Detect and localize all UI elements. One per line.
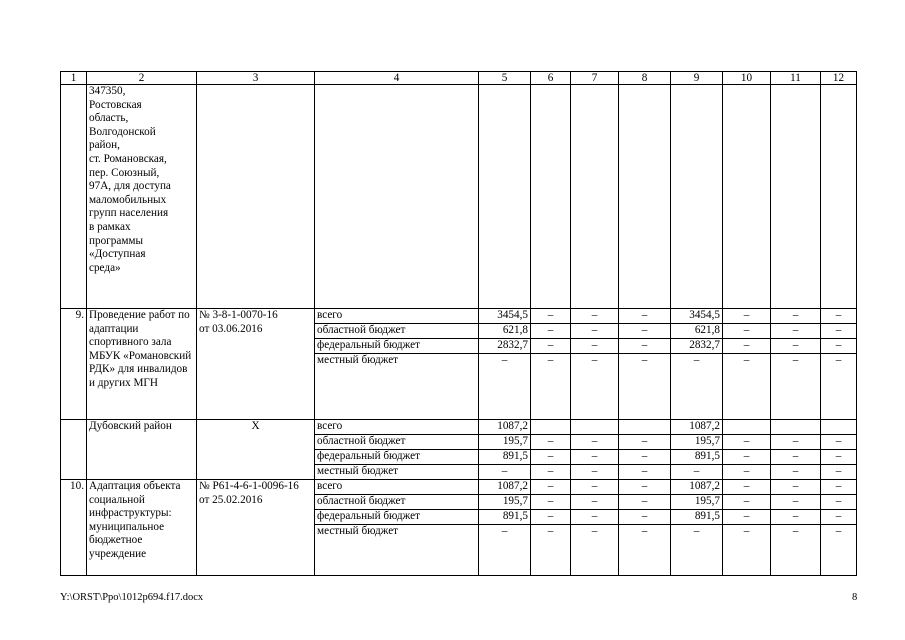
amount-cell: – bbox=[479, 525, 531, 576]
amount-cell: – bbox=[531, 324, 571, 339]
amount-cell: 195,7 bbox=[479, 435, 531, 450]
funding-source-label: областной бюджет bbox=[315, 435, 479, 450]
amount-cell: – bbox=[771, 465, 821, 480]
funding-source-label: областной бюджет bbox=[315, 324, 479, 339]
amount-cell: – bbox=[571, 339, 619, 354]
col-header: 2 bbox=[87, 72, 197, 85]
amount-cell: – bbox=[771, 324, 821, 339]
amount-cell: – bbox=[571, 480, 619, 495]
document-number: № Р61-4-6-1-0096-16 от 25.02.2016 bbox=[197, 480, 315, 576]
col-header: 12 bbox=[821, 72, 857, 85]
col-header: 10 bbox=[723, 72, 771, 85]
amount-cell: – bbox=[771, 510, 821, 525]
amount-cell: – bbox=[821, 450, 857, 465]
amount-cell bbox=[531, 420, 571, 435]
amount-cell: – bbox=[821, 339, 857, 354]
amount-cell: – bbox=[723, 309, 771, 324]
budget-line-row bbox=[61, 309, 857, 324]
amount-cell bbox=[771, 420, 821, 435]
amount-cell: – bbox=[619, 309, 671, 324]
amount-cell: – bbox=[531, 525, 571, 576]
footer-file-path: Y:\ORST\Ppo\1012p694.f17.docx bbox=[60, 592, 204, 603]
amount-cell: – bbox=[571, 510, 619, 525]
amount-cell: 195,7 bbox=[671, 495, 723, 510]
col-header: 3 bbox=[197, 72, 315, 85]
document-number: Х bbox=[197, 420, 315, 480]
amount-cell: – bbox=[619, 324, 671, 339]
amount-cell: – bbox=[821, 480, 857, 495]
amount-cell: 2832,7 bbox=[479, 339, 531, 354]
amount-cell: 891,5 bbox=[479, 450, 531, 465]
amount-cell: – bbox=[531, 450, 571, 465]
budget-line-row bbox=[61, 480, 857, 495]
amount-cell: – bbox=[771, 450, 821, 465]
funding-source-label: всего bbox=[315, 309, 479, 324]
amount-cell: – bbox=[531, 465, 571, 480]
object-name: Проведение работ по адаптации спортивного зала МБУК «Романовский РДК» для инвалидов и других МГН bbox=[87, 309, 197, 420]
amount-cell: – bbox=[531, 510, 571, 525]
amount-cell: – bbox=[619, 510, 671, 525]
amount-cell: – bbox=[531, 480, 571, 495]
amount-cell: – bbox=[771, 354, 821, 420]
amount-cell: 891,5 bbox=[671, 510, 723, 525]
funding-source-label: федеральный бюджет bbox=[315, 339, 479, 354]
col-header: 7 bbox=[571, 72, 619, 85]
empty-cell bbox=[315, 85, 479, 309]
amount-cell: – bbox=[619, 525, 671, 576]
amount-cell: 891,5 bbox=[479, 510, 531, 525]
amount-cell: – bbox=[723, 435, 771, 450]
amount-cell: 2832,7 bbox=[671, 339, 723, 354]
amount-cell: 621,8 bbox=[479, 324, 531, 339]
amount-cell: – bbox=[821, 465, 857, 480]
empty-cell bbox=[821, 85, 857, 309]
object-address: 347350, Ростовская область, Волгодонской район, ст. Романовская, пер. Союзный, 97А, для доступа маломобильных групп населения в рамках программы «Доступная среда» bbox=[87, 85, 197, 309]
amount-cell: – bbox=[531, 339, 571, 354]
amount-cell: 195,7 bbox=[479, 495, 531, 510]
amount-cell: – bbox=[723, 480, 771, 495]
amount-cell: – bbox=[571, 324, 619, 339]
amount-cell bbox=[821, 420, 857, 435]
amount-cell: 3454,5 bbox=[479, 309, 531, 324]
amount-cell: – bbox=[479, 465, 531, 480]
amount-cell: – bbox=[571, 495, 619, 510]
row-number bbox=[61, 420, 87, 480]
funding-source-label: федеральный бюджет bbox=[315, 510, 479, 525]
col-header: 5 bbox=[479, 72, 531, 85]
amount-cell: – bbox=[671, 354, 723, 420]
amount-cell: – bbox=[619, 339, 671, 354]
row-number: 10. bbox=[61, 480, 87, 576]
amount-cell: – bbox=[671, 465, 723, 480]
amount-cell: – bbox=[771, 435, 821, 450]
amount-cell: – bbox=[821, 495, 857, 510]
amount-cell: – bbox=[619, 465, 671, 480]
empty-cell bbox=[197, 85, 315, 309]
amount-cell: – bbox=[571, 465, 619, 480]
amount-cell bbox=[571, 420, 619, 435]
amount-cell: – bbox=[771, 480, 821, 495]
amount-cell: – bbox=[531, 495, 571, 510]
amount-cell: – bbox=[671, 525, 723, 576]
column-number-header bbox=[61, 72, 857, 85]
funding-source-label: областной бюджет bbox=[315, 495, 479, 510]
amount-cell: – bbox=[531, 309, 571, 324]
col-header: 6 bbox=[531, 72, 571, 85]
amount-cell: – bbox=[571, 309, 619, 324]
amount-cell: – bbox=[619, 495, 671, 510]
amount-cell: – bbox=[723, 495, 771, 510]
col-header: 1 bbox=[61, 72, 87, 85]
amount-cell: – bbox=[571, 435, 619, 450]
amount-cell: – bbox=[571, 450, 619, 465]
amount-cell: – bbox=[723, 339, 771, 354]
amount-cell: – bbox=[619, 354, 671, 420]
amount-cell: – bbox=[723, 354, 771, 420]
amount-cell: – bbox=[821, 510, 857, 525]
col-header: 8 bbox=[619, 72, 671, 85]
amount-cell bbox=[619, 420, 671, 435]
empty-cell bbox=[619, 85, 671, 309]
amount-cell: – bbox=[619, 435, 671, 450]
amount-cell: – bbox=[479, 354, 531, 420]
amount-cell: – bbox=[531, 354, 571, 420]
amount-cell: – bbox=[821, 324, 857, 339]
object-name: Дубовский район bbox=[87, 420, 197, 480]
page-number: 8 bbox=[852, 592, 858, 603]
document-number: № 3-8-1-0070-16 от 03.06.2016 bbox=[197, 309, 315, 420]
amount-cell: – bbox=[821, 309, 857, 324]
col-header: 11 bbox=[771, 72, 821, 85]
amount-cell bbox=[723, 420, 771, 435]
amount-cell: – bbox=[571, 354, 619, 420]
budget-table bbox=[60, 71, 857, 576]
amount-cell: – bbox=[723, 450, 771, 465]
amount-cell: – bbox=[531, 435, 571, 450]
amount-cell: – bbox=[619, 480, 671, 495]
budget-line-row bbox=[61, 420, 857, 435]
amount-cell: 891,5 bbox=[671, 450, 723, 465]
amount-cell: 1087,2 bbox=[671, 480, 723, 495]
amount-cell: 1087,2 bbox=[479, 420, 531, 435]
empty-cell bbox=[671, 85, 723, 309]
funding-source-label: местный бюджет bbox=[315, 525, 479, 576]
amount-cell: 621,8 bbox=[671, 324, 723, 339]
empty-cell bbox=[479, 85, 531, 309]
funding-source-label: местный бюджет bbox=[315, 465, 479, 480]
amount-cell: – bbox=[723, 525, 771, 576]
empty-cell bbox=[771, 85, 821, 309]
funding-source-label: всего bbox=[315, 480, 479, 495]
row-number: 9. bbox=[61, 309, 87, 420]
amount-cell: 3454,5 bbox=[671, 309, 723, 324]
amount-cell: – bbox=[571, 525, 619, 576]
empty-cell bbox=[571, 85, 619, 309]
amount-cell: – bbox=[821, 435, 857, 450]
continuation-row bbox=[61, 85, 857, 309]
amount-cell: – bbox=[723, 510, 771, 525]
funding-source-label: местный бюджет bbox=[315, 354, 479, 420]
amount-cell: – bbox=[771, 309, 821, 324]
funding-source-label: федеральный бюджет bbox=[315, 450, 479, 465]
amount-cell: – bbox=[771, 525, 821, 576]
empty-cell bbox=[723, 85, 771, 309]
empty-cell bbox=[61, 85, 87, 309]
funding-source-label: всего bbox=[315, 420, 479, 435]
amount-cell: 195,7 bbox=[671, 435, 723, 450]
amount-cell: 1087,2 bbox=[479, 480, 531, 495]
amount-cell: – bbox=[771, 339, 821, 354]
col-header: 4 bbox=[315, 72, 479, 85]
amount-cell: – bbox=[821, 354, 857, 420]
col-header: 9 bbox=[671, 72, 723, 85]
amount-cell: – bbox=[619, 450, 671, 465]
amount-cell: – bbox=[723, 465, 771, 480]
empty-cell bbox=[531, 85, 571, 309]
amount-cell: 1087,2 bbox=[671, 420, 723, 435]
amount-cell: – bbox=[771, 495, 821, 510]
amount-cell: – bbox=[723, 324, 771, 339]
amount-cell: – bbox=[821, 525, 857, 576]
object-name: Адаптация объекта социальной инфраструктуры: муниципальное бюджетное учреждение bbox=[87, 480, 197, 576]
